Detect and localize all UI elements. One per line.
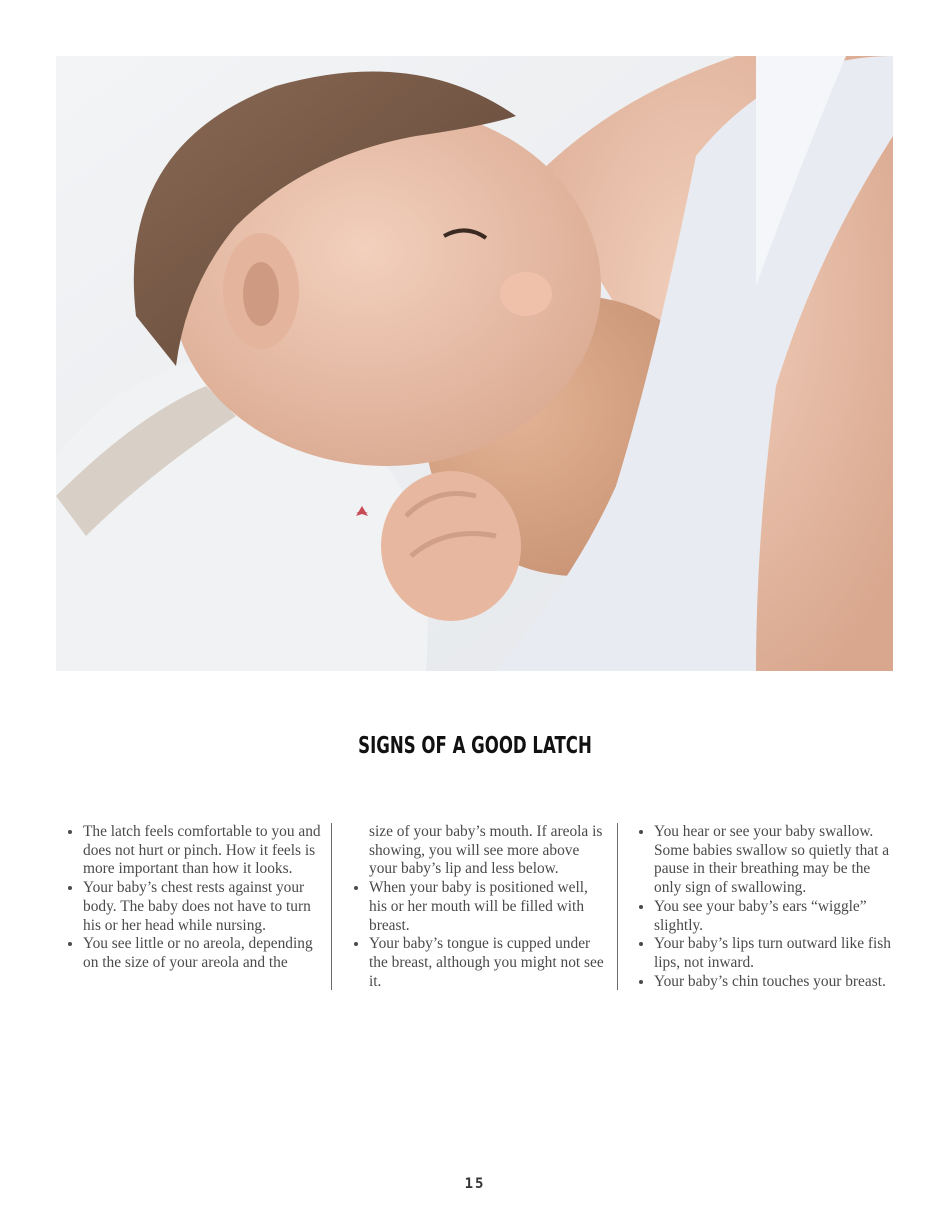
list-item: • You see your baby’s ears “wiggle” slightly.: [654, 898, 897, 935]
latch-sign-list-3: [627, 823, 897, 991]
column-divider: [617, 823, 618, 990]
newborn-breastfeeding-photo: [56, 56, 893, 671]
list-item: • When your baby is positioned well, his or her mouth will be filled with breast.: [369, 879, 608, 935]
page-number: 15: [464, 1176, 486, 1192]
page-title: SIGNS OF A GOOD LATCH: [358, 733, 592, 759]
latch-sign-list-2: [342, 879, 608, 991]
list-item-continuation: size of your baby’s mouth. If areola is showing, you will see more above your baby’s lip and less below.: [369, 823, 603, 878]
three-column-list: [56, 823, 896, 991]
list-item: • Your baby’s tongue is cupped under the breast, although you might not see it.: [369, 935, 608, 991]
list-item: • You see little or no areola, depending on the size of your areola and the: [83, 935, 322, 972]
column-divider: [331, 823, 332, 990]
column-3: [627, 823, 897, 991]
latch-sign-list-1: [56, 823, 322, 973]
photo-illustration: [56, 56, 893, 671]
list-item: • You hear or see your baby swallow. Some babies swallow so quietly that a pause in their breathing may be the only sign of swallowing.: [654, 823, 897, 898]
list-item: • Your baby’s chin touches your breast.: [654, 973, 897, 992]
list-item: • The latch feels comfortable to you and does not hurt or pinch. How it feels is more important than how it looks.: [83, 823, 322, 879]
list-item: • Your baby’s chest rests against your body. The baby does not have to turn his or her head while nursing.: [83, 879, 322, 935]
column-1: [56, 823, 322, 991]
column-2: [342, 823, 608, 991]
list-item: • Your baby’s lips turn outward like fish lips, not inward.: [654, 935, 897, 972]
